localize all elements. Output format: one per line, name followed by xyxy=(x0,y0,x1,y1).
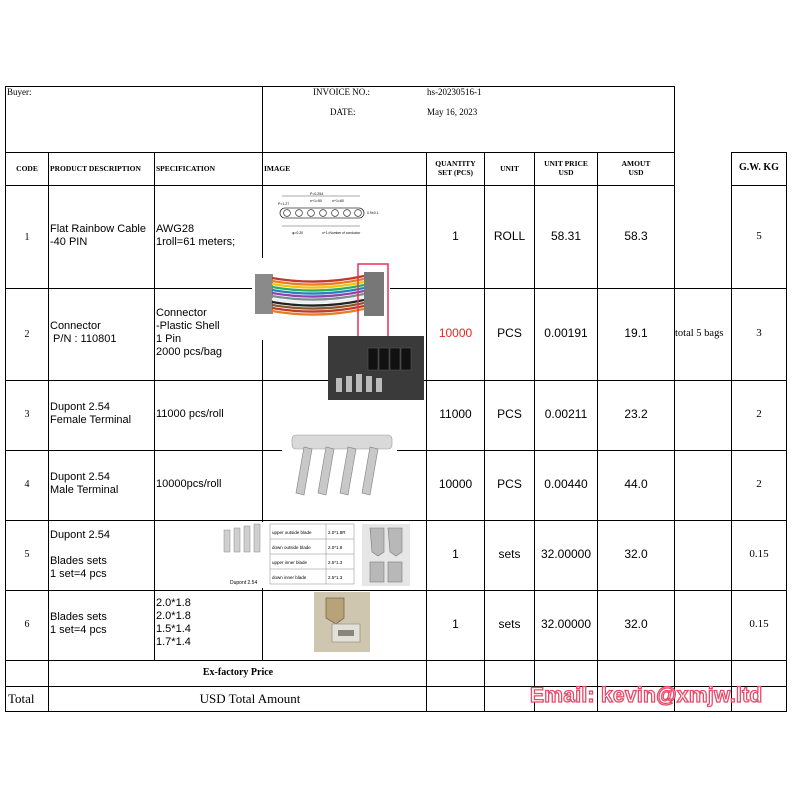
row-amount: 32.0 xyxy=(624,547,648,561)
terminal-image xyxy=(282,425,397,507)
drawing-text: n+1=60 xyxy=(332,199,344,203)
row-unit: PCS xyxy=(497,477,522,491)
date-label: DATE: xyxy=(330,107,356,117)
connector-shell-svg xyxy=(328,336,424,400)
date-value: May 16, 2023 xyxy=(427,107,478,117)
grid-line xyxy=(154,152,155,660)
desc-line: Blades sets xyxy=(50,555,107,567)
desc-line: -40 PIN xyxy=(50,236,88,248)
spec-line: 2000 pcs/bag xyxy=(156,346,223,358)
row-unit-price: 58.31 xyxy=(550,229,582,243)
row-specification: 11000 pcs/roll xyxy=(156,408,224,420)
spec-line: 1 Pin xyxy=(156,333,182,345)
col-quantity-line2: SET (PCS) xyxy=(437,168,474,177)
drawing-text: P=0.254 xyxy=(310,192,324,196)
row-amount: 23.2 xyxy=(624,407,648,421)
row-unit-price: 32.00000 xyxy=(540,617,592,631)
row-specification xyxy=(156,597,191,649)
desc-line: 1 set=4 pcs xyxy=(50,624,107,636)
col-description: PRODUCT DESCRIPTION xyxy=(50,164,141,173)
cable-drawing-image xyxy=(272,190,382,248)
usd-total-label: USD Total Amount xyxy=(199,691,301,706)
row-code: 5 xyxy=(24,549,30,560)
spec-line: Connector xyxy=(156,307,207,319)
desc-line: Connector xyxy=(50,320,101,332)
row-description xyxy=(50,401,131,427)
row-description xyxy=(50,529,110,581)
blade-table-text: down inner blade xyxy=(272,575,307,580)
spec-line: AWG28 xyxy=(156,223,195,235)
grid-line xyxy=(48,152,49,712)
blade-table-text: 2.0*1.8R xyxy=(328,530,346,535)
row-unit-price: 0.00440 xyxy=(544,477,588,491)
grid-line xyxy=(5,590,786,591)
row-gw: 2 xyxy=(756,408,762,420)
drawing-text: φ=0.20 xyxy=(292,231,304,235)
cable-drawing-svg xyxy=(272,190,382,248)
desc-line: Dupont 2.54 xyxy=(50,529,110,541)
row-description xyxy=(50,223,146,249)
row-description xyxy=(50,471,118,497)
col-amount xyxy=(598,159,674,177)
grid-line xyxy=(5,185,675,186)
drawing-text: P=1.27 xyxy=(278,202,290,206)
row-code: 6 xyxy=(24,619,30,630)
row-gw: 3 xyxy=(756,327,762,339)
row-gw: 2 xyxy=(756,478,762,490)
drawing-text: 0.9±0.1 xyxy=(367,211,379,215)
col-amount-line2: USD xyxy=(628,168,644,177)
row-unit: sets xyxy=(498,547,521,561)
col-quantity xyxy=(427,159,484,177)
blade-photo-image xyxy=(314,592,370,652)
grid-line xyxy=(5,711,786,712)
row-quantity: 1 xyxy=(452,229,459,243)
buyer-label: Buyer: xyxy=(7,87,32,97)
drawing-text: n+1=50 xyxy=(310,199,322,203)
blade-table-text: 2.5*1.3 xyxy=(328,560,343,565)
row-unit: PCS xyxy=(497,326,522,340)
row-quantity: 10000 xyxy=(438,477,473,491)
grid-line xyxy=(731,152,786,153)
blade-table-text: 2.5*1.3 xyxy=(328,575,343,580)
row-code: 2 xyxy=(24,329,30,340)
desc-line: Dupont 2.54 xyxy=(50,471,110,483)
desc-spacer xyxy=(50,542,110,555)
email-watermark: Email: kevin@xmjw.ltd xyxy=(530,684,763,707)
col-specification: SPECIFICATION xyxy=(156,164,216,173)
col-quantity-line1: QUANTITY xyxy=(435,159,476,168)
connector-shell-image xyxy=(328,336,424,400)
row-quantity: 1 xyxy=(452,547,459,561)
row-unit-price: 0.00211 xyxy=(544,407,588,421)
blade-table-text: upper outside blade xyxy=(272,530,312,535)
spec-line: 1roll=61 meters; xyxy=(156,236,236,248)
row-quantity: 11000 xyxy=(439,407,472,421)
row-unit: ROLL xyxy=(493,229,526,243)
total-label: Total xyxy=(8,691,35,706)
terminal-svg xyxy=(282,425,397,507)
blade-sets-image xyxy=(222,522,414,588)
row-unit-price: 0.00191 xyxy=(544,326,588,340)
desc-line: Flat Rainbow Cable xyxy=(50,223,146,235)
rainbow-cable-svg xyxy=(252,258,390,340)
row-unit-price: 32.00000 xyxy=(540,547,592,561)
invoice-number: hs-20230516-1 xyxy=(427,87,482,97)
row-specification xyxy=(156,307,222,359)
spec-line: 2.0*1.8 xyxy=(156,610,191,622)
desc-line: 1 set=4 pcs xyxy=(50,568,107,580)
spec-line: -Plastic Shell xyxy=(156,320,220,332)
col-unit-price-line2: USD xyxy=(558,168,574,177)
desc-line: P/N : 110801 xyxy=(50,333,117,345)
row-quantity: 1 xyxy=(452,617,459,631)
blade-caption: Dupont 2.54 xyxy=(230,580,258,586)
row-amount: 19.1 xyxy=(624,326,648,340)
blade-photo-svg xyxy=(314,592,370,652)
row-amount: 32.0 xyxy=(624,617,648,631)
col-amount-line1: AMOUT xyxy=(621,159,651,168)
row-unit: PCS xyxy=(497,407,522,421)
row-code: 1 xyxy=(24,232,30,243)
row-code: 4 xyxy=(24,479,30,490)
spec-line: 1.7*1.4 xyxy=(156,636,191,648)
ex-factory-label: Ex-factory Price xyxy=(202,667,274,678)
desc-line: Female Terminal xyxy=(50,414,132,426)
row-specification xyxy=(156,223,235,249)
row-description xyxy=(50,611,107,637)
grid-line xyxy=(5,660,786,661)
col-unit-price xyxy=(535,159,597,177)
col-code: CODE xyxy=(16,164,38,173)
invoice-label: INVOICE NO.: xyxy=(313,87,370,97)
row-quantity-highlighted: 10000 xyxy=(438,326,473,340)
grid-line xyxy=(786,152,787,712)
row-description xyxy=(50,320,116,346)
desc-line: Dupont 2.54 xyxy=(50,401,110,413)
col-unit-price-line1: UNIT PRICE xyxy=(544,159,588,168)
total-bags-note: total 5 bags xyxy=(675,328,724,339)
row-code: 3 xyxy=(24,409,30,420)
drawing-text: n+1=Number of conductor xyxy=(322,231,361,235)
grid-line xyxy=(731,185,786,186)
blade-table-text: upper inner blade xyxy=(272,560,308,565)
row-gw: 0.15 xyxy=(749,548,769,560)
rainbow-cable-image xyxy=(252,258,390,340)
col-unit: UNIT xyxy=(500,164,519,173)
spec-line: 2.0*1.8 xyxy=(156,597,191,609)
spec-line: 1.5*1.4 xyxy=(156,623,191,635)
blade-table-text: down outside blade xyxy=(272,545,311,550)
row-gw: 5 xyxy=(756,230,762,242)
row-unit: sets xyxy=(498,617,521,631)
grid-line xyxy=(5,520,786,521)
row-specification: 10000pcs/roll xyxy=(156,478,222,490)
desc-line: Male Terminal xyxy=(50,484,119,496)
col-gw: G.W. KG xyxy=(739,162,779,173)
blade-table-text: 2.0*1.8 xyxy=(328,545,343,550)
grid-line xyxy=(5,288,786,289)
row-gw: 0.15 xyxy=(749,618,769,630)
grid-line xyxy=(674,86,675,712)
row-amount: 58.3 xyxy=(624,229,648,243)
desc-line: Blades sets xyxy=(50,611,107,623)
col-image: IMAGE xyxy=(264,164,291,173)
row-amount: 44.0 xyxy=(624,477,648,491)
grid-line xyxy=(5,152,675,153)
blade-sets-svg xyxy=(222,522,414,588)
